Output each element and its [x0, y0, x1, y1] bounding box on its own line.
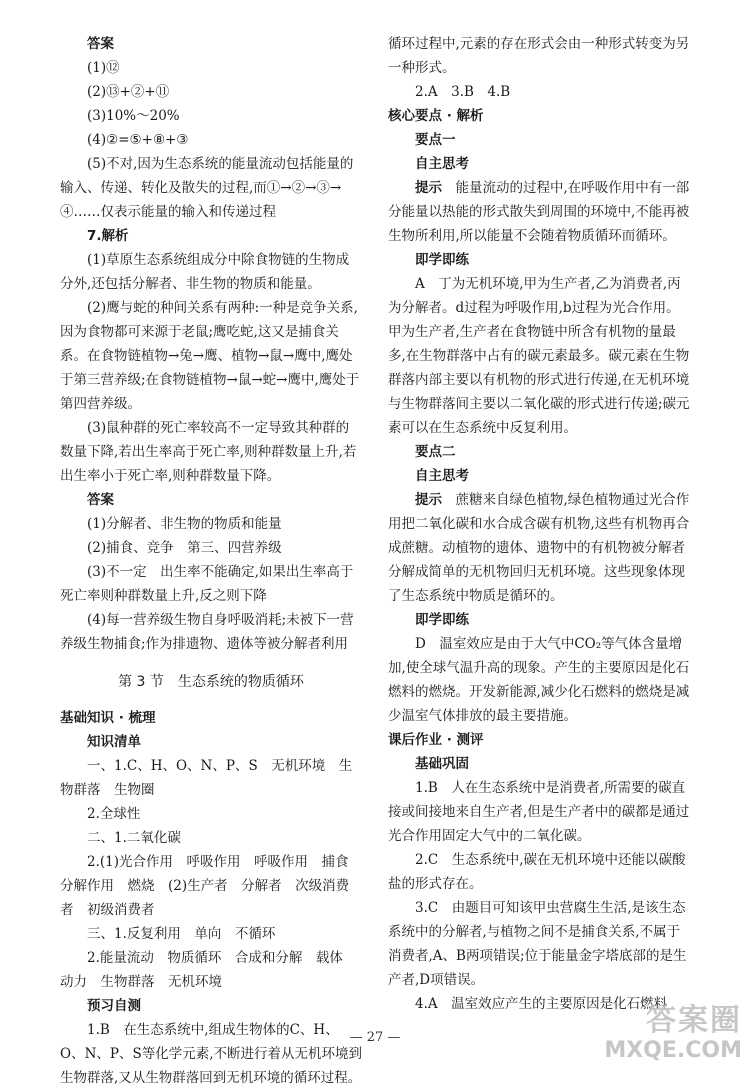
q7-analysis-1: (1)草原生态系统组成分中除食物链的生物成分外,还包括分解者、非生物的物质和能量。: [60, 252, 350, 292]
point-one-heading: 要点一: [415, 132, 456, 148]
hint-2: [388, 488, 693, 608]
homework-section: 课后作业 · 测评: [388, 732, 484, 748]
knowledge-list-heading: 知识清单: [87, 734, 141, 750]
right-column: [388, 32, 693, 1016]
homework-item-1: 1.B 人在生态系统中是消费者,所需要的碳直接或间接地来自生产者,但是生产者中的碳都是通过光合作用固定大气中的二氧化碳。: [388, 780, 690, 844]
knowledge-item-6: 2.能量流动 物质循环 合成和分解 载体 动力 生物群落 无机环境: [60, 950, 357, 990]
q6-answer-1: (1)⑫: [87, 60, 120, 76]
page-number: — 27 —: [349, 1030, 401, 1045]
q7-answer-3: (3)不一定 出生率不能确定,如果出生率高于死亡率则种群数量上升,反之则下降: [60, 564, 354, 604]
self-think-heading-1: 自主思考: [415, 156, 469, 172]
preview-test-item-1-cont: 循环过程中,元素的存在形式会由一种形式转变为另一种形式。: [388, 36, 690, 76]
q6-answer-2: (2)⑬+②+⑪: [87, 84, 170, 100]
homework-item-4: 4.A 温室效应产生的主要原因是化石燃料: [415, 996, 668, 1012]
hint-1-label: 提示: [415, 180, 442, 196]
self-think-heading-2: 自主思考: [415, 468, 469, 484]
homework-item-2: 2.C 生态系统中,碳在无机环境中还能以碳酸盐的形式存在。: [388, 852, 686, 892]
q6-answer-3: (3)10%～20%: [87, 108, 180, 124]
preview-test-items-2-4: 2.A 3.B 4.B: [415, 84, 511, 100]
hint-1-text: 能量流动的过程中,在呼吸作用中有一部分能量以热能的形式散失到周围的环境中,不能再被生物所利用,所以能量不会随着物质循环而循环。: [388, 180, 690, 244]
knowledge-item-2: 2.全球性: [87, 806, 141, 822]
q7-answer-1: (1)分解者、非生物的物质和能量: [87, 516, 282, 532]
practice-heading-2: 即学即练: [415, 612, 469, 628]
q7-answer-label: 答案: [87, 492, 114, 508]
homework-item-3: 3.C 由题目可知该甲虫营腐生生活,是该生态系统中的分解者,与植物之间不是捕食关系,不属于消费者,A、B两项错误;位于能量金字塔底部的是生产者,D项错误。: [388, 900, 687, 988]
practice-2-text: D 温室效应是由于大气中CO₂等气体含量增加,使全球气温升高的现象。产生的主要原因是化石燃料的燃烧。开发新能源,减少化石燃料的燃烧是减少温室气体排放的最主要措施。: [388, 636, 690, 724]
consolidate-heading: 基础巩固: [415, 756, 469, 772]
chapter-title: 第 3 节 生态系统的物质循环: [118, 674, 304, 690]
core-points-section: 核心要点 · 解析: [388, 108, 484, 124]
q7-answer-4: (4)每一营养级生物自身呼吸消耗;未被下一营养级生物捕食;作为排遗物、遗体等被分解者利用: [60, 612, 354, 652]
knowledge-item-5: 三、1.反复利用 单向 不循环: [87, 926, 276, 942]
preview-test-heading: 预习自测: [87, 998, 141, 1014]
knowledge-item-4: 2.(1)光合作用 呼吸作用 呼吸作用 捕食 分解作用 燃烧 (2)生产者 分解者 次级消费者 初级消费者: [60, 854, 363, 918]
q6-answer-label: 答案: [87, 36, 114, 52]
knowledge-item-1: 一、1.C、H、O、N、P、S 无机环境 生物群落 生物圈: [60, 758, 353, 798]
hint-1: [388, 176, 693, 248]
preview-test-item-1: 1.B 在生态系统中,组成生物体的C、H、O、N、P、S等化学元素,不断进行着从无机环境到生物群落,又从生物群落回到无机环境的循环过程。: [60, 1022, 363, 1086]
watermark-text-cn: 答案圈: [646, 1003, 742, 1038]
watermark-logo: [592, 1004, 742, 1074]
q7-analysis-2: (2)鹰与蛇的种间关系有两种:一种是竞争关系,因为食物都可来源于老鼠;鹰吃蛇,这又是捕食关系。在食物链植物→兔→鹰、植物→鼠→鹰中,鹰处于第三营养级;在食物链植物→鼠→蛇→鹰中,鹰处于第四营养级。: [60, 300, 360, 412]
q6-answer-5: (5)不对,因为生态系统的能量流动包括能量的输入、传递、转化及散失的过程,而①→②→③→: [60, 156, 354, 196]
left-column: [60, 32, 362, 1090]
basic-knowledge-section: 基础知识 · 梳理: [60, 710, 156, 726]
q6-answer-4: (4)②=⑤+⑧+③: [87, 132, 189, 148]
hint-2-label: 提示: [415, 492, 442, 508]
q7-answer-2: (2)捕食、竞争 第三、四营养级: [87, 540, 282, 556]
point-two-heading: 要点二: [415, 444, 456, 460]
q7-analysis-3: (3)鼠种群的死亡率较高不一定导致其种群的数量下降,若出生率高于死亡率,则种群数量上升,若出生率小于死亡率,则种群数量下降。: [60, 420, 357, 484]
watermark-text-url: MXQE.COM: [604, 1038, 742, 1063]
hint-2-text: 蔗糖来自绿色植物,绿色植物通过光合作用把二氧化碳和水合成含碳有机物,这些有机物再合成蔗糖。动植物的遗体、遗物中的有机物被分解者分解成简单的无机物回归无机环境。这些现象体现了生态系统中物质是循环的。: [388, 492, 690, 604]
q6-answer-5-cont: ④……仅表示能量的输入和传递过程: [60, 204, 276, 220]
knowledge-item-3: 二、1.二氧化碳: [87, 830, 181, 846]
practice-1-text: A 丁为无机环境,甲为生产者,乙为消费者,丙为分解者。d过程为呼吸作用,b过程为光合作用。甲为生产者,生产者在食物链中所含有机物的量最多,在生物群落中占有的碳元素最多。碳元素在生物群落内部主要以有机物的形式进行传递,在无机环境与生物群落间主要以二氧化碳的形式进行传递;碳元素可以在生态系统中反复利用。: [388, 276, 690, 436]
q7-label: 7.解析: [87, 228, 129, 244]
practice-heading-1: 即学即练: [415, 252, 469, 268]
